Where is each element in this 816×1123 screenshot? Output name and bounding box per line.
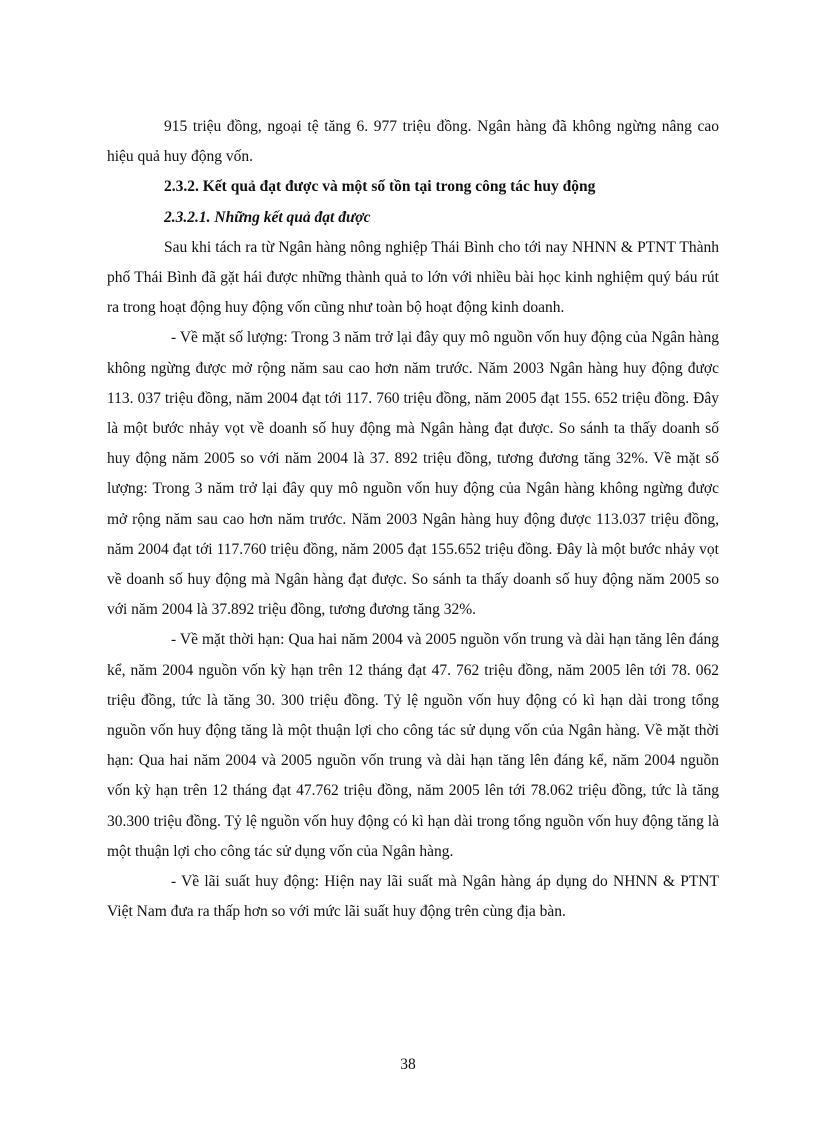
page-number: 38 (400, 1056, 416, 1073)
paragraph-interest-rate: - Về lãi suất huy động: Hiện nay lãi suất mà Ngân hàng áp dụng do NHNN & PTNT Việt Nam đưa ra thấp hơn so với mức lãi suất huy động trên cùng địa bàn. (107, 873, 719, 921)
subsection-heading: 2.3.2.1. Những kết quả đạt được (164, 208, 371, 226)
paragraph-term: - Về mặt thời hạn: Qua hai năm 2004 và 2005 nguồn vốn trung và dài hạn tăng lên đáng kể, năm 2004 nguồn vốn kỳ hạn trên 12 tháng đạt 47. 762 triệu đồng, năm 2005 lên tới 78. 062 triệu đồng, tức là tăng 30. 300 triệu đồng. Tỷ lệ nguồn vốn huy động có kì hạn dài trong tổng nguồn vốn huy động tăng là một thuận lợi cho công tác sử dụng vốn của Ngân hàng. Về mặt thời hạn: Qua hai năm 2004 và 2005 nguồn vốn trung và dài hạn tăng lên đáng kể, năm 2004 nguồn vốn kỳ hạn trên 12 tháng đạt 47.762 triệu đồng, năm 2005 lên tới 78.062 triệu đồng, tức là tăng 30.300 triệu đồng. Tỷ lệ nguồn vốn huy động có kì hạn dài trong tổng nguồn vốn huy động tăng là một thuận lợi cho công tác sử dụng vốn của Ngân hàng. (107, 631, 719, 860)
body-text (107, 112, 719, 927)
paragraph-overview: Sau khi tách ra từ Ngân hàng nông nghiệp Thái Bình cho tới nay NHNN & PTNT Thành phố Thái Bình đã gặt hái được những thành quả to lớn với nhiều bài học kinh nghiệm quý báu rút ra trong hoạt động huy động vốn cũng như toàn bộ hoạt động kinh doanh. (107, 238, 719, 317)
paragraph-intro: 915 triệu đồng, ngoại tệ tăng 6. 977 triệu đồng. Ngân hàng đã không ngừng nâng cao hiệu quả huy động vốn. (107, 118, 719, 166)
paragraph-quantity: - Về mặt số lượng: Trong 3 năm trở lại đây quy mô nguồn vốn huy động của Ngân hàng không ngừng được mở rộng năm sau cao hơn năm trước. Năm 2003 Ngân hàng huy động được 113. 037 triệu đồng, năm 2004 đạt tới 117. 760 triệu đồng, năm 2005 đạt 155. 652 triệu đồng. Đây là một bước nhảy vọt về doanh số huy động mà Ngân hàng đạt được. So sánh ta thấy doanh số huy động năm 2005 so với năm 2004 là 37. 892 triệu đồng, tương đương tăng 32%. Về mặt số lượng: Trong 3 năm trở lại đây quy mô nguồn vốn huy động của Ngân hàng không ngừng được mở rộng năm sau cao hơn năm trước. Năm 2003 Ngân hàng huy động được 113.037 triệu đồng, năm 2004 đạt tới 117.760 triệu đồng, năm 2005 đạt 155.652 triệu đồng. Đây là một bước nhảy vọt về doanh số huy động mà Ngân hàng đạt được. So sánh ta thấy doanh số huy động năm 2005 so với năm 2004 là 37.892 triệu đồng, tương đương tăng 32%. (107, 329, 719, 619)
section-heading: 2.3.2. Kết quả đạt được và một số tồn tại trong công tác huy động (164, 178, 596, 196)
